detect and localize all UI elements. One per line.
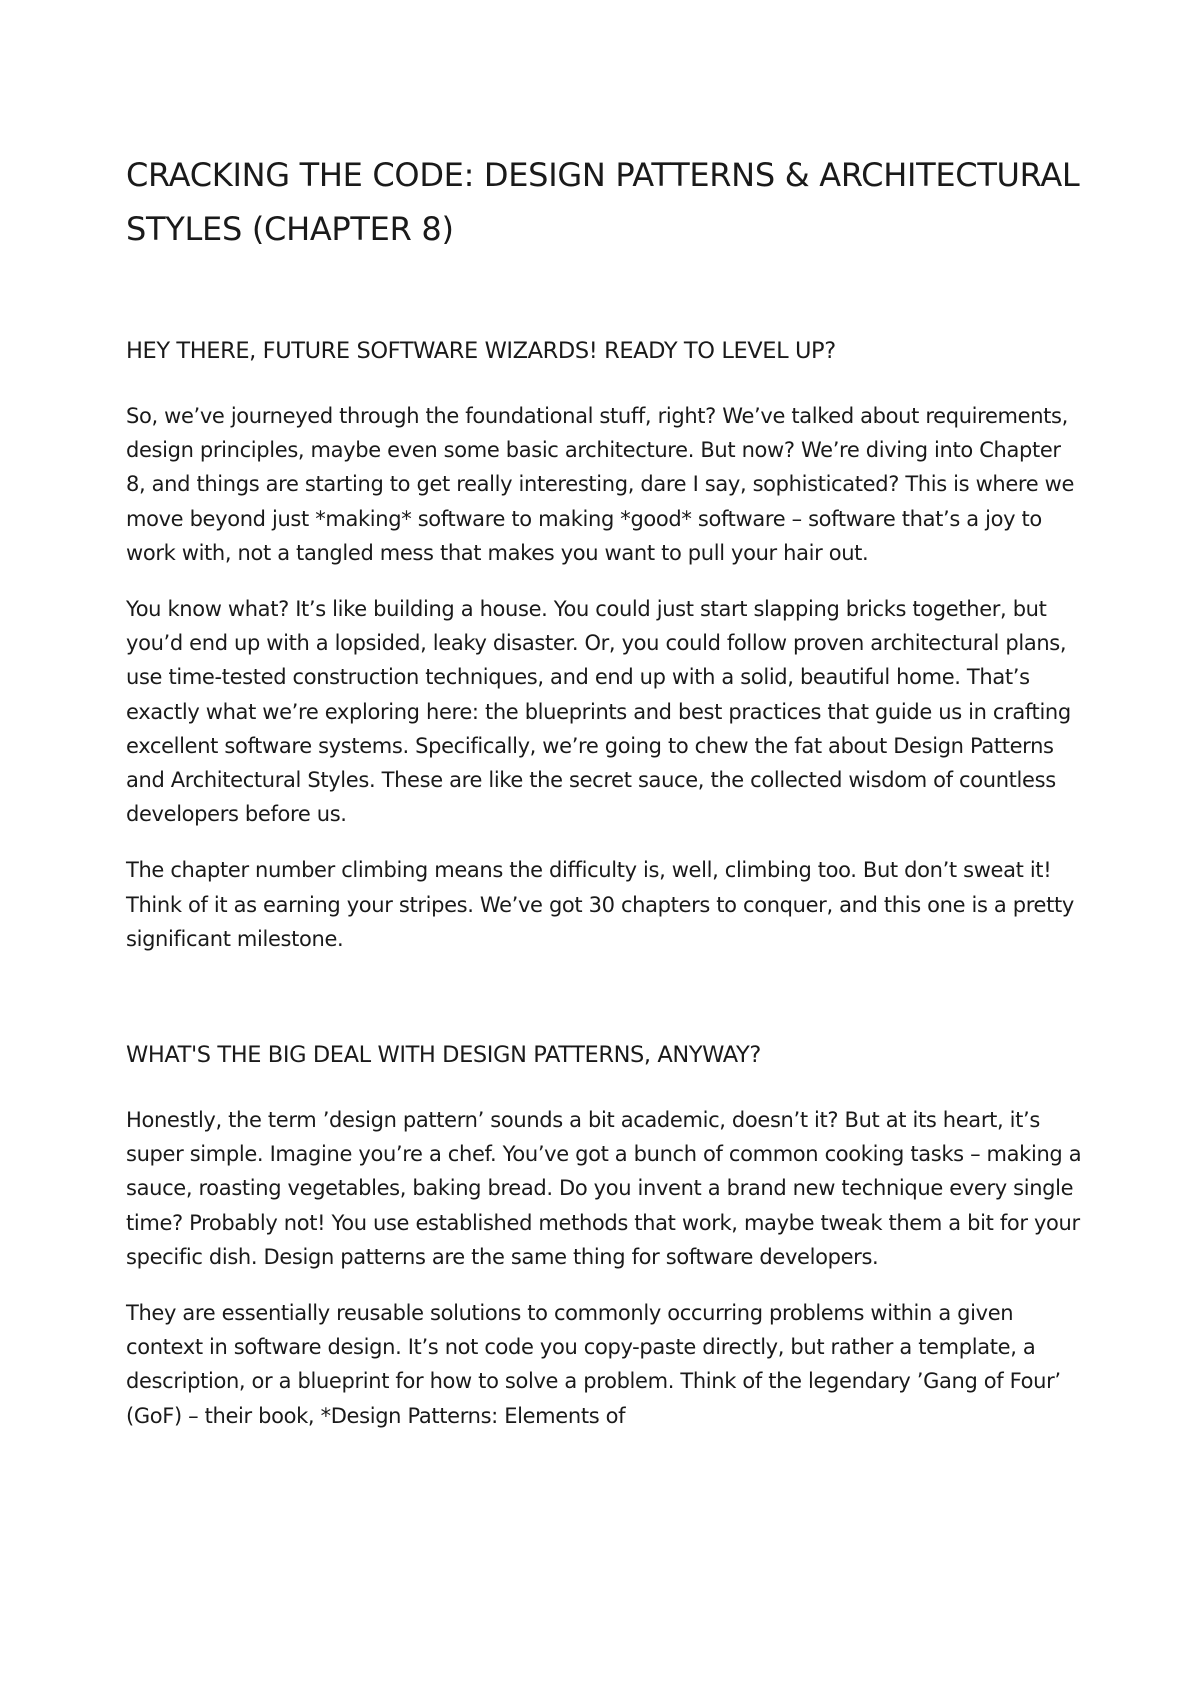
paragraph: They are essentially reusable solutions to commonly occurring problems within a given context in software design. It’s not code you copy-paste directly, but rather a template, a description, or a blueprint for how to solve a problem. Think of the legendary ’Gang of Four’ (GoF) – their book, *Design Patterns: Elements of bbox=[126, 1301, 1061, 1428]
document-body bbox=[126, 148, 1086, 1433]
document-title: CRACKING THE CODE: DESIGN PATTERNS & ARCHITECTURAL STYLES (CHAPTER 8) bbox=[126, 156, 1080, 248]
paragraph: The chapter number climbing means the difficulty is, well, climbing too. But don’t sweat it! Think of it as earning your stripes. We’ve got 30 chapters to conquer, and this one is a pretty significant milestone. bbox=[126, 858, 1074, 951]
paragraph: You know what? It’s like building a house. You could just start slapping bricks together, but you’d end up with a lopsided, leaky disaster. Or, you could follow proven architectural plans, use time-tested construction techniques, and end up with a solid, beautiful home. That’s exactly what we’re exploring here: the blueprints and best practices that guide us in crafting excellent software systems. Specifically, we’re going to chew the fat about Design Patterns and Architectural Styles. These are like the secret sauce, the collected wisdom of countless developers before us. bbox=[126, 597, 1071, 827]
section-heading-intro: HEY THERE, FUTURE SOFTWARE WIZARDS! READY TO LEVEL UP? bbox=[126, 338, 836, 364]
paragraph: Honestly, the term ’design pattern’ sounds a bit academic, doesn’t it? But at its heart, it’s super simple. Imagine you’re a chef. You’ve got a bunch of common cooking tasks – making a sauce, roasting vegetables, baking bread. Do you invent a brand new technique every single time? Probably not! You use established methods that work, maybe tweak them a bit for your specific dish. Design patterns are the same thing for software developers. bbox=[126, 1108, 1082, 1269]
section-heading-design-patterns: WHAT'S THE BIG DEAL WITH DESIGN PATTERNS, ANYWAY? bbox=[126, 1042, 761, 1069]
paragraph: So, we’ve journeyed through the foundational stuff, right? We’ve talked about requirements, design principles, maybe even some basic architecture. But now? We’re diving into Chapter 8, and things are starting to get really interesting, dare I say, sophisticated? This is where we move beyond just *making* software to making *good* software – software that’s a joy to work with, not a tangled mess that makes you want to pull your hair out. bbox=[126, 404, 1075, 565]
